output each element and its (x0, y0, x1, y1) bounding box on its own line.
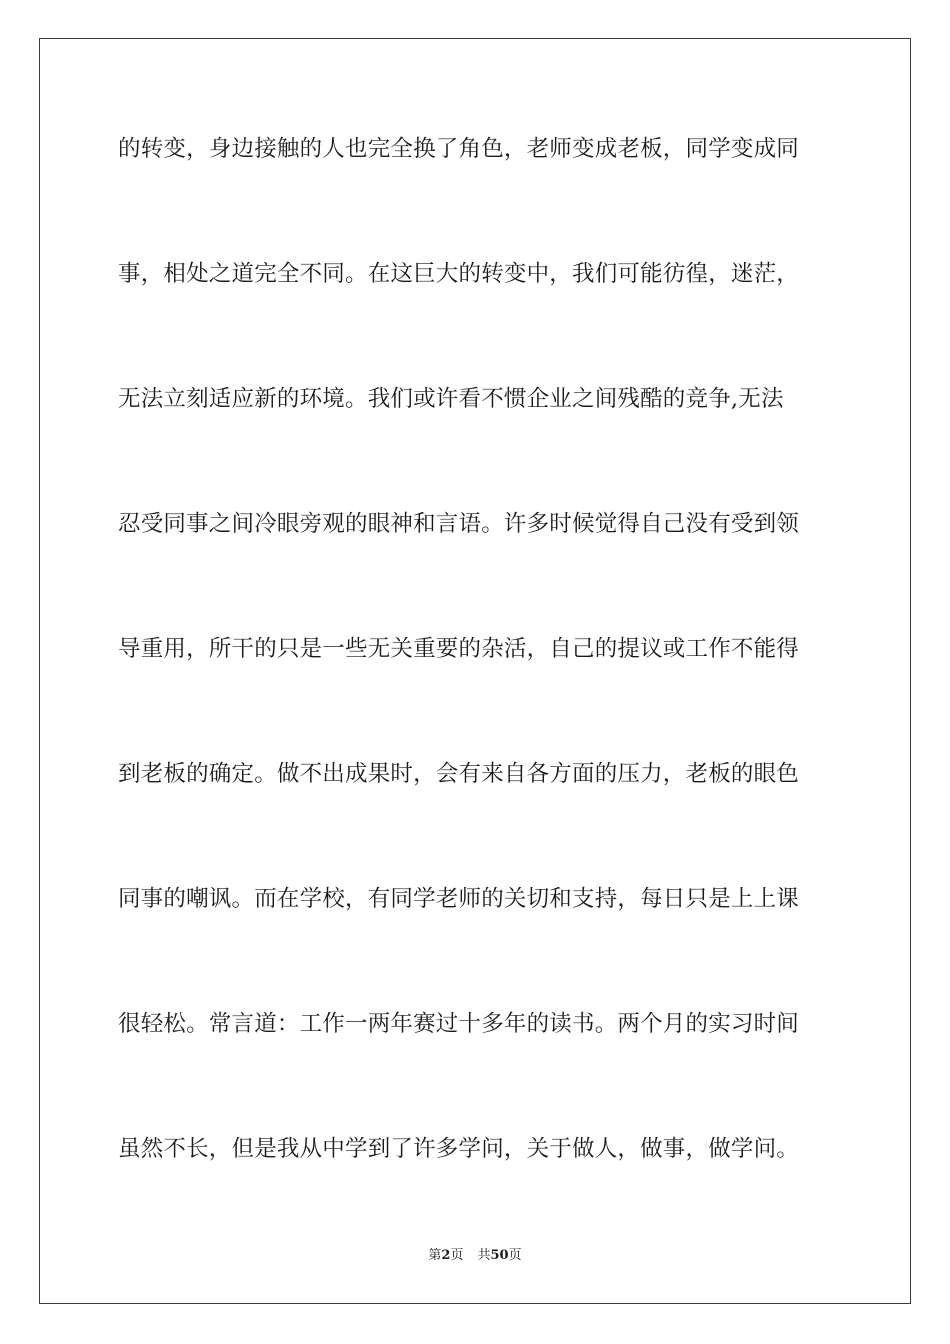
body-text-line-5: 导重用，所干的只是一些无关重要的杂活，自己的提议或工作不能得 (118, 636, 800, 662)
page-footer (0, 1247, 950, 1265)
body-text-line-9: 虽然不长，但是我从中学到了许多学问，关于做人，做事，做学问。 (118, 1136, 800, 1162)
page-border (39, 38, 911, 1304)
body-text-line-7: 同事的嘲讽。而在学校，有同学老师的关切和支持，每日只是上上课 (118, 886, 800, 912)
total-prefix: 共 (477, 1248, 491, 1263)
page-number: 2 (441, 1248, 451, 1263)
body-text-line-1: 的转变，身边接触的人也完全换了角色，老师变成老板，同学变成同 (118, 136, 800, 162)
body-text-line-3: 无法立刻适应新的环境。我们或许看不惯企业之间残酷的竞争,无法 (118, 386, 784, 412)
page-prefix: 第 (428, 1248, 442, 1263)
body-text-line-4: 忍受同事之间冷眼旁观的眼神和言语。许多时候觉得自己没有受到领 (118, 511, 800, 537)
body-text-line-2: 事，相处之道完全不同。在这巨大的转变中，我们可能彷徨，迷茫， (118, 261, 800, 287)
total-suffix: 页 (508, 1248, 522, 1263)
total-pages: 50 (490, 1248, 509, 1263)
body-text-line-8: 很轻松。常言道：工作一两年赛过十多年的读书。两个月的实习时间 (118, 1011, 800, 1037)
page-suffix: 页 (450, 1248, 464, 1263)
body-text-line-6: 到老板的确定。做不出成果时，会有来自各方面的压力，老板的眼色 (118, 761, 800, 787)
